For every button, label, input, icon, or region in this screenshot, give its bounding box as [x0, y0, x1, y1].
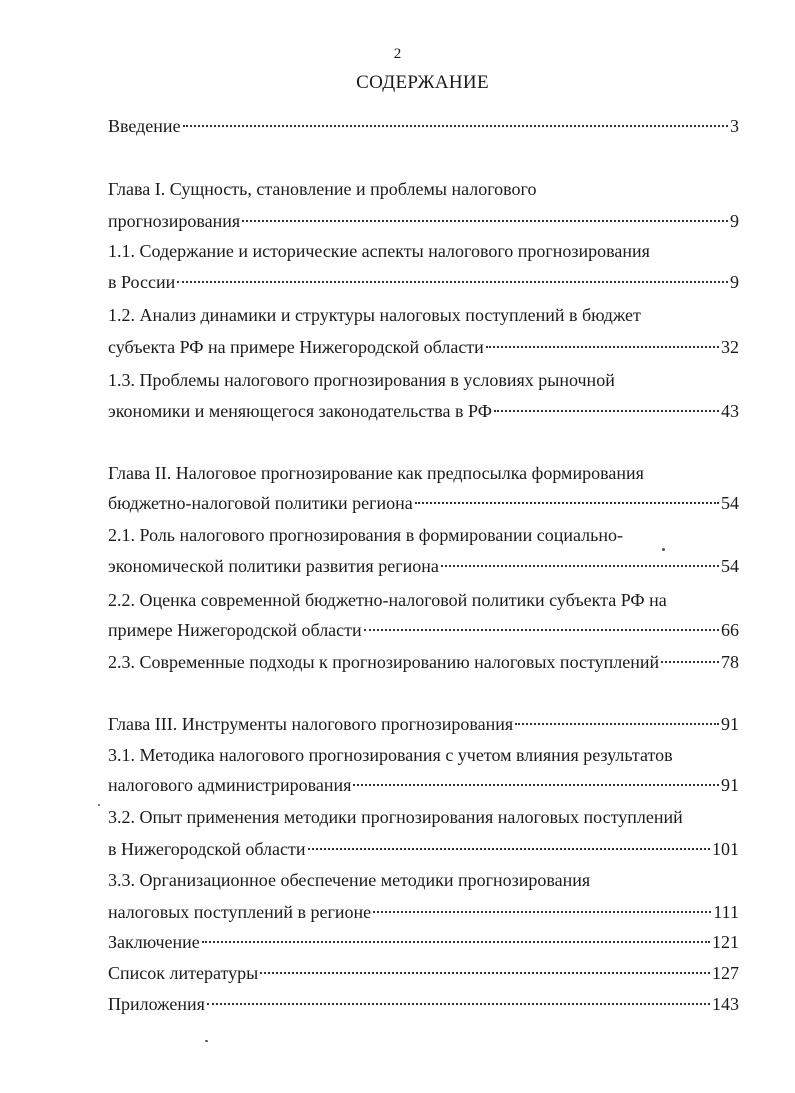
toc-heading-section-3-1: 3.1. Методика налогового прогнозирования с учетом влияния результатов: [108, 745, 673, 765]
toc-entry-section-1-3: [108, 398, 739, 424]
toc-entry-text: Глава III. Инструменты налогового прогнозирования: [108, 714, 514, 734]
toc-heading-section-1-1: 1.1. Содержание и исторические аспекты налогового прогнозирования: [108, 241, 650, 261]
dot-leader: [661, 661, 719, 663]
toc-heading-section-3-3: 3.3. Организационное обеспечение методики прогнозирования: [108, 870, 591, 890]
dot-leader: [183, 125, 728, 127]
toc-entry-text: экономической политики развития региона: [108, 556, 439, 576]
dot-leader: [486, 346, 719, 348]
dot-leader: [202, 941, 710, 943]
dot-leader: [364, 629, 719, 631]
toc-page-number: 121: [712, 932, 739, 952]
toc-entry-text: прогнозирования: [108, 211, 241, 231]
toc-heading-section-2-2: 2.2. Оценка современной бюджетно-налоговой политики субъекта РФ на: [108, 590, 667, 610]
toc-page-number: 91: [721, 714, 739, 734]
toc-entry-text: 2.3. Современные подходы к прогнозированию налоговых поступлений: [108, 652, 660, 672]
toc-page-number: 111: [713, 902, 739, 922]
toc-page-number: 101: [712, 839, 739, 859]
toc-entry-section-1-1: [108, 269, 739, 295]
toc-page-number: 43: [721, 401, 739, 421]
toc-entry-section-2-2: [108, 617, 739, 643]
page-title: СОДЕРЖАНИЕ: [356, 72, 489, 93]
dot-leader: [515, 723, 719, 725]
toc-entry-text: налоговых поступлений в регионе: [108, 902, 372, 922]
dot-leader: [373, 911, 711, 913]
toc-heading-section-1-3: 1.3. Проблемы налогового прогнозирования в условиях рыночной: [108, 370, 615, 390]
scan-speck: [662, 548, 665, 551]
toc-entry-text: Список литературы: [108, 963, 259, 983]
toc-entry-text: Приложения: [108, 994, 205, 1014]
toc-entry-appendices: [108, 991, 739, 1017]
toc-entry-text: Введение: [108, 116, 181, 136]
dot-leader: [207, 1003, 710, 1005]
toc-entry-text: примере Нижегородской области: [108, 620, 362, 640]
toc-entry-section-1-2: [108, 334, 739, 360]
toc-heading-section-3-2: 3.2. Опыт применения методики прогнозирования налоговых поступлений: [108, 807, 683, 827]
page-number: 2: [393, 46, 402, 62]
scan-speck: [98, 804, 100, 806]
dot-leader: [308, 848, 710, 850]
toc-heading-chapter-1: Глава I. Сущность, становление и проблемы налогового: [108, 179, 537, 199]
toc-entry-chapter-1: [108, 208, 739, 234]
toc-entry-chapter-3: [108, 711, 739, 737]
toc-entry-section-3-3: [108, 899, 739, 925]
dot-leader: [353, 784, 719, 786]
toc-page-number: 143: [712, 994, 739, 1014]
dot-leader: [242, 220, 728, 222]
toc-heading-chapter-2: Глава II. Налоговое прогнозирование как предпосылка формирования: [108, 463, 644, 483]
toc-page-number: 66: [721, 620, 739, 640]
toc-heading-section-1-2: 1.2. Анализ динамики и структуры налоговых поступлений в бюджет: [108, 305, 641, 325]
toc-heading-section-2-1: 2.1. Роль налогового прогнозирования в формировании социально-: [108, 525, 623, 545]
toc-entry-text: субъекта РФ на примере Нижегородской области: [108, 337, 484, 357]
toc-entry-section-3-2: [108, 836, 739, 862]
toc-entry-text: в России: [108, 272, 176, 292]
toc-page-number: 9: [730, 272, 739, 292]
toc-entry-conclusion: [108, 929, 739, 955]
dot-leader: [260, 972, 710, 974]
toc-page-number: 54: [721, 493, 739, 513]
dot-leader: [415, 502, 719, 504]
scan-speck: [205, 1040, 208, 1042]
toc-page-number: 78: [721, 652, 739, 672]
toc-entry-chapter-2: [108, 490, 739, 516]
toc-page-number: 32: [721, 337, 739, 357]
toc-entry-text: Заключение: [108, 932, 200, 952]
toc-entry-text: в Нижегородской области: [108, 839, 306, 859]
toc-entry-text: экономики и меняющегося законодательства в РФ: [108, 401, 492, 421]
dot-leader: [177, 281, 728, 283]
toc-page-number: 9: [730, 211, 739, 231]
toc-entry-introduction: [108, 113, 739, 139]
dot-leader: [494, 410, 719, 412]
toc-page-number: 3: [730, 116, 739, 136]
toc-page-number: 127: [712, 963, 739, 983]
toc-page-number: 91: [721, 775, 739, 795]
toc-entry-section-3-1: [108, 772, 739, 798]
toc-entry-section-2-3: [108, 649, 739, 675]
toc-entry-text: бюджетно-налоговой политики региона: [108, 493, 413, 513]
toc-entry-references: [108, 960, 739, 986]
dot-leader: [441, 565, 719, 567]
toc-page-number: 54: [721, 556, 739, 576]
toc-entry-text: налогового администрирования: [108, 775, 352, 795]
toc-entry-section-2-1: [108, 553, 739, 579]
